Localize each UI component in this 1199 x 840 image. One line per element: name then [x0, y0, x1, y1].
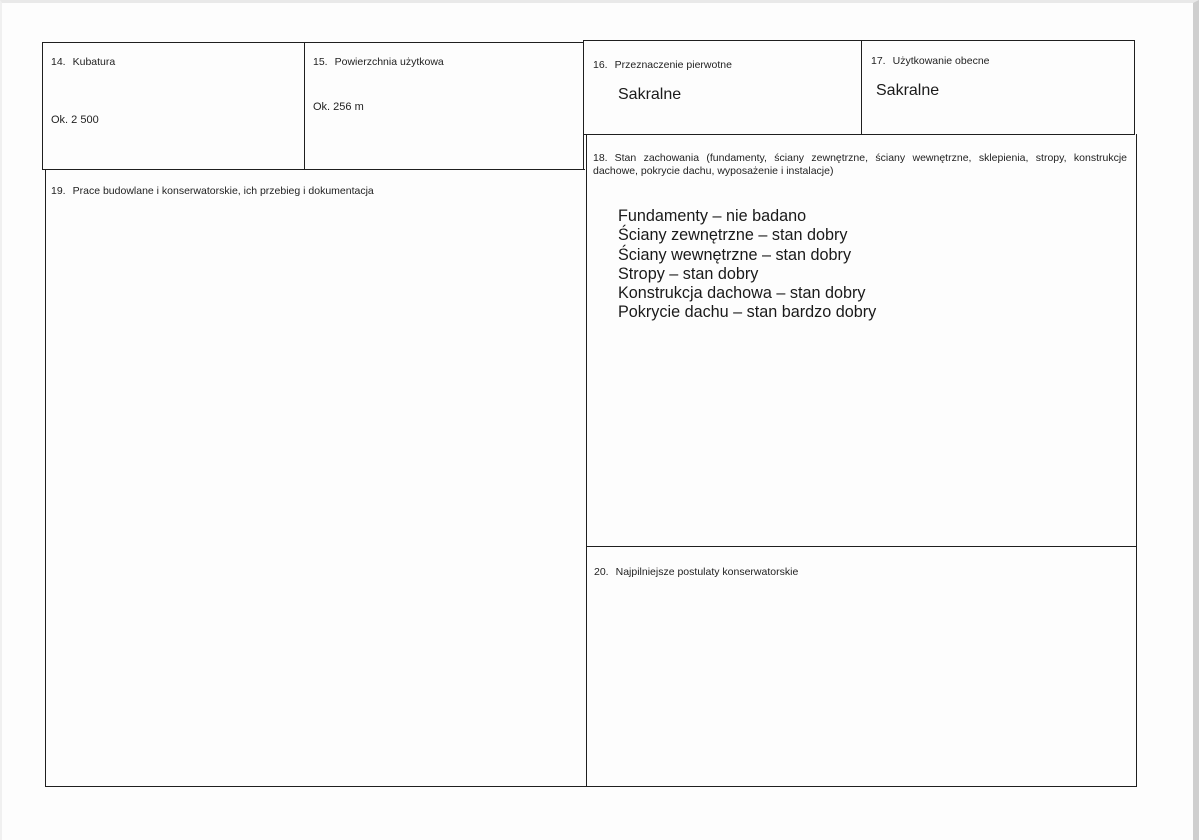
grid-line-right-top: [1134, 40, 1135, 135]
grid-line-left-bottom: [45, 169, 46, 787]
field-20-label-text: Najpilniejsze postulaty konserwatorskie: [615, 566, 799, 578]
field-18-values: [618, 207, 876, 323]
field-16-number: 16.: [593, 59, 608, 71]
field-16-value: Sakralne: [618, 86, 682, 103]
field-18-number: 18.: [593, 152, 608, 164]
field-18-label: [593, 152, 1127, 178]
grid-line-top-right: [583, 40, 1135, 41]
grid-line-col-middle-bottom: [586, 134, 587, 787]
field-20-label: [594, 566, 798, 579]
field-17-label: [871, 55, 990, 68]
grid-line-right-bottom: [1136, 134, 1137, 787]
grid-line-row2-right: [586, 546, 1137, 547]
state-exterior-walls: Ściany zewnętrzne – stan dobry: [618, 226, 848, 245]
field-17-value: Sakralne: [876, 82, 940, 99]
field-17-label-text: Użytkowanie obecne: [892, 55, 990, 67]
grid-line-col-16-17: [861, 40, 862, 135]
state-ceilings: Stropy – stan dobry: [618, 264, 759, 283]
field-14-label: [51, 56, 115, 69]
field-19-number: 19.: [51, 185, 66, 197]
grid-line-left-top: [42, 42, 43, 170]
field-19-label: [51, 185, 374, 198]
field-14-value: Ok. 2 500: [51, 114, 99, 126]
state-roof-covering: Pokrycie dachu – stan bardzo dobry: [618, 303, 877, 322]
state-foundations: Fundamenty – nie badano: [618, 207, 807, 225]
field-20-number: 20.: [594, 566, 609, 578]
state-interior-walls: Ściany wewnętrzne – stan dobry: [618, 245, 852, 264]
field-15-label: [313, 56, 444, 69]
field-19-label-text: Prace budowlane i konserwatorskie, ich przebieg i dokumentacja: [72, 185, 374, 197]
field-18-label-text: Stan zachowania (fundamenty, ściany zewnętrzne, ściany wewnętrzne, sklepienia, stropy, konstrukcje dachowe, pokrycie dachu, wyposażenie i instalacje): [593, 152, 1127, 177]
field-16-label: [593, 59, 732, 72]
grid-line-col-14-15: [304, 42, 305, 170]
state-roof-structure: Konstrukcja dachowa – stan dobry: [618, 284, 866, 303]
field-15-number: 15.: [313, 56, 328, 68]
field-14-label-text: Kubatura: [72, 56, 116, 68]
grid-line-row1-left: [42, 169, 585, 170]
field-15-label-text: Powierzchnia użytkowa: [334, 56, 444, 68]
field-14-number: 14.: [51, 56, 66, 68]
field-16-label-text: Przeznaczenie pierwotne: [614, 59, 732, 71]
grid-line-top-left: [42, 42, 584, 43]
grid-line-row1-right: [583, 134, 1135, 135]
field-17-number: 17.: [871, 55, 886, 67]
grid-line-bottom: [45, 786, 1137, 787]
grid-line-col-middle-top: [583, 40, 584, 170]
field-15-value: Ok. 256 m: [313, 101, 364, 113]
